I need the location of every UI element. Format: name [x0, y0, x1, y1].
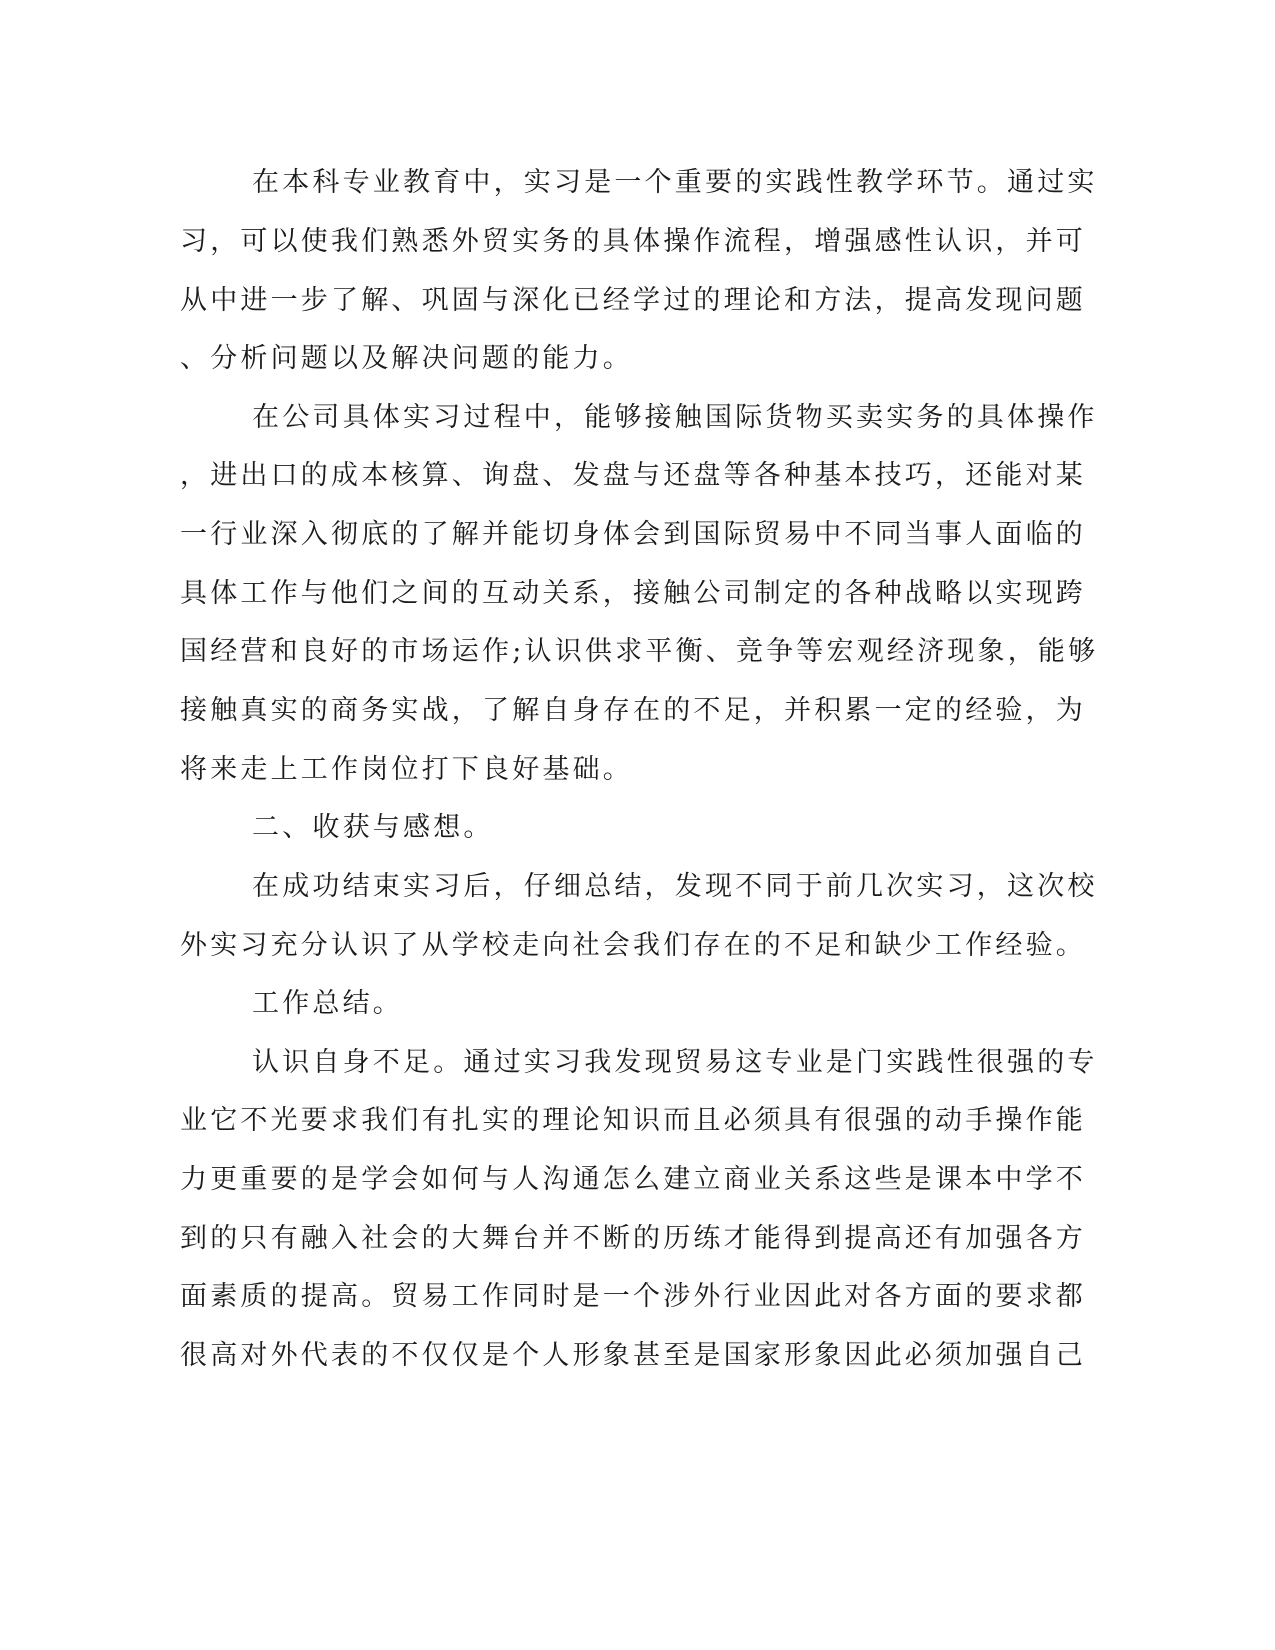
section-heading: 工作总结。: [252, 988, 403, 1019]
text-line: 在本科专业教育中，实习是一个重要的实践性教学环节。通过实: [252, 167, 1098, 198]
text-line: 面素质的提高。贸易工作同时是一个涉外行业因此对各方面的要求都: [180, 1281, 1086, 1312]
text-line: 习，可以使我们熟悉外贸实务的具体操作流程，增强感性认识，并可: [180, 226, 1086, 257]
text-line: 从中进一步了解、巩固与深化已经学过的理论和方法，提高发现问题: [180, 285, 1086, 316]
text-line: 在公司具体实习过程中，能够接触国际货物买卖实务的具体操作: [252, 402, 1098, 433]
text-line: 认识自身不足。通过实习我发现贸易这专业是门实践性很强的专: [252, 1047, 1098, 1078]
text-line: 具体工作与他们之间的互动关系，接触公司制定的各种战略以实现跨: [180, 578, 1086, 609]
text-line: 接触真实的商务实战，了解自身存在的不足，并积累一定的经验，为: [180, 695, 1086, 726]
text-line: 外实习充分认识了从学校走向社会我们存在的不足和缺少工作经验。: [180, 930, 1086, 961]
section-heading: 二、收获与感想。: [252, 812, 494, 843]
text-line: ，进出口的成本核算、询盘、发盘与还盘等各种基本技巧，还能对某: [180, 460, 1086, 491]
text-line: 、分析问题以及解决问题的能力。: [180, 343, 633, 374]
text-line: 业它不光要求我们有扎实的理论知识而且必须具有很强的动手操作能: [180, 1105, 1086, 1136]
text-line: 很高对外代表的不仅仅是个人形象甚至是国家形象因此必须加强自己: [180, 1340, 1086, 1371]
text-line: 一行业深入彻底的了解并能切身体会到国际贸易中不同当事人面临的: [180, 519, 1086, 550]
text-line: 在成功结束实习后，仔细总结，发现不同于前几次实习，这次校: [252, 871, 1098, 902]
text-line: 将来走上工作岗位打下良好基础。: [180, 754, 633, 785]
text-line: 力更重要的是学会如何与人沟通怎么建立商业关系这些是课本中学不: [180, 1164, 1086, 1195]
text-line: 到的只有融入社会的大舞台并不断的历练才能得到提高还有加强各方: [180, 1223, 1086, 1254]
text-line: 国经营和良好的市场运作;认识供求平衡、竞争等宏观经济现象，能够: [180, 636, 1099, 667]
